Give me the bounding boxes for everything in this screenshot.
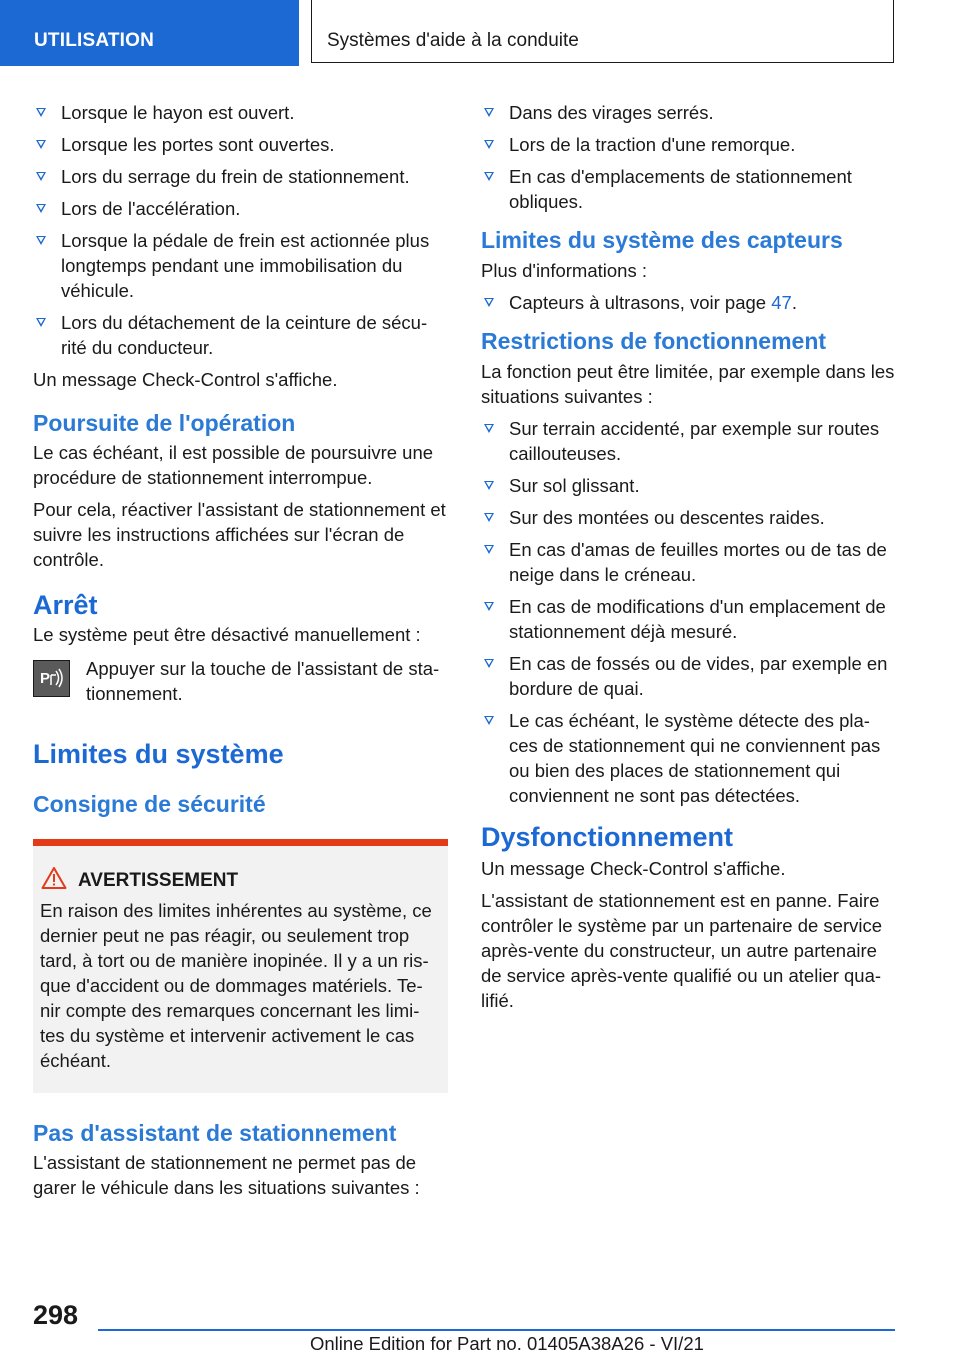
- list-item: Sur terrain accidenté, par exemple sur routes caillouteuses.: [481, 416, 896, 466]
- capteurs-heading: Limites du système des capteurs: [481, 227, 843, 253]
- list-item: Dans des virages serrés.: [481, 100, 896, 125]
- right-bullet-list: [481, 100, 896, 214]
- triangle-bullet-icon: [36, 236, 46, 245]
- warning-triangle-icon: [41, 866, 67, 890]
- restrictions-paragraph: La fonction peut être limitée, par exemple dans les situations suivantes :: [481, 361, 895, 407]
- triangle-bullet-icon: [484, 298, 494, 307]
- triangle-bullet-icon: [36, 140, 46, 149]
- triangle-bullet-icon: [484, 716, 494, 725]
- triangle-bullet-icon: [484, 659, 494, 668]
- dysfonctionnement-heading: Dysfonctionnement: [481, 822, 734, 852]
- triangle-bullet-icon: [36, 108, 46, 117]
- right-column: [481, 100, 896, 1013]
- triangle-bullet-icon: [484, 545, 494, 554]
- poursuite-paragraph-1: Le cas échéant, il est possible de poursuivre une procédure de stationnement interrompue.: [33, 442, 434, 488]
- capteurs-list: [481, 290, 896, 315]
- header-chapter-tab: [311, 0, 894, 63]
- capteurs-paragraph: Plus d'informations :: [481, 260, 647, 281]
- triangle-bullet-icon: [484, 513, 494, 522]
- list-item: Lorsque la pédale de frein est actionnée plus longtemps pendant une immobilisation du véhicule.: [33, 228, 448, 303]
- warning-box: [33, 839, 448, 1093]
- triangle-bullet-icon: [484, 140, 494, 149]
- footer-divider: [98, 1329, 895, 1331]
- pas-assistant-heading: Pas d'assistant de stationnement: [33, 1120, 397, 1146]
- header-section-tab: [0, 0, 299, 66]
- list-item: Lorsque les portes sont ouvertes.: [33, 132, 448, 157]
- consigne-heading: Consigne de sécurité: [33, 791, 266, 817]
- list-item: Sur des montées ou descentes raides.: [481, 505, 896, 530]
- header-chapter-label: Systèmes d'aide à la conduite: [327, 30, 579, 51]
- parking-button-text: Appuyer sur la touche de l'assistant de sta-tionnement.: [86, 658, 440, 704]
- pas-assistant-paragraph: L'assistant de stationnement ne permet pas de garer le véhicule dans les situations suivantes :: [33, 1152, 420, 1198]
- check-control-text: Un message Check-Control s'affiche.: [33, 369, 338, 390]
- arret-heading: Arrêt: [33, 590, 98, 620]
- header-section-label: UTILISATION: [34, 30, 155, 51]
- dysfonctionnement-paragraph-1: Un message Check-Control s'affiche.: [481, 858, 786, 879]
- list-item: Lors de l'accélération.: [33, 196, 448, 221]
- list-item: Capteurs à ultrasons, voir page 47.: [481, 290, 896, 315]
- poursuite-paragraph-2: Pour cela, réactiver l'assistant de stationnement et suivre les instructions affichées sur l'écran de contrôle.: [33, 499, 446, 570]
- svg-text:P: P: [40, 670, 51, 687]
- triangle-bullet-icon: [36, 204, 46, 213]
- list-item: Lors de la traction d'une remorque.: [481, 132, 896, 157]
- list-item: Le cas échéant, le système détecte des pla-ces de stationnement qui ne conviennent pas ou bien des places de stationnement qui conviennent ne sont pas détectées.: [481, 708, 896, 808]
- left-bullet-list: [33, 100, 448, 360]
- parking-button-instruction: [33, 656, 448, 706]
- list-item: En cas d'emplacements de stationnement obliques.: [481, 164, 896, 214]
- list-item: En cas de modifications d'un emplacement de stationnement déjà mesuré.: [481, 594, 896, 644]
- page-number: 298: [33, 1300, 79, 1330]
- triangle-bullet-icon: [36, 172, 46, 181]
- limites-heading: Limites du système: [33, 739, 284, 769]
- dysfonctionnement-paragraph-2: L'assistant de stationnement est en panne. Faire contrôler le système par un partenaire de service après-vente du constructeur, un autre partenaire de service après-vente qualifié ou un atelier qua-lifié.: [481, 890, 883, 1011]
- restrictions-heading: Restrictions de fonctionnement: [481, 328, 827, 354]
- warning-header: [40, 868, 441, 893]
- triangle-bullet-icon: [484, 172, 494, 181]
- warning-title: AVERTISSEMENT: [78, 870, 239, 891]
- parking-assistant-button-icon: [33, 660, 70, 697]
- list-item: Lors du serrage du frein de stationnement.: [33, 164, 448, 189]
- arret-paragraph: Le système peut être désactivé manuellement :: [33, 624, 421, 645]
- triangle-bullet-icon: [484, 424, 494, 433]
- list-item: Lors du détachement de la ceinture de sécu-rité du conducteur.: [33, 310, 448, 360]
- left-column: [33, 100, 448, 1200]
- list-item: En cas de fossés ou de vides, par exemple en bordure de quai.: [481, 651, 896, 701]
- list-item: En cas d'amas de feuilles mortes ou de tas de neige dans le créneau.: [481, 537, 896, 587]
- triangle-bullet-icon: [36, 318, 46, 327]
- warning-text: En raison des limites inhérentes au système, ce dernier peut ne pas réagir, ou seulement trop tard, à tort ou de manière inopinée. Il y a un ris-que d'accident ou de dommages matériels. Te-nir compte des remarques concernant les limi-tes du système et intervenir activement le cas échéant.: [40, 900, 432, 1071]
- triangle-bullet-icon: [484, 108, 494, 117]
- triangle-bullet-icon: [484, 602, 494, 611]
- page-link[interactable]: 47: [771, 292, 792, 313]
- footer-edition: Online Edition for Part no. 01405A38A26 - VI/21: [310, 1333, 704, 1354]
- poursuite-heading: Poursuite de l'opération: [33, 410, 296, 436]
- list-item: Lorsque le hayon est ouvert.: [33, 100, 448, 125]
- triangle-bullet-icon: [484, 481, 494, 490]
- restrictions-list: [481, 416, 896, 808]
- list-item: Sur sol glissant.: [481, 473, 896, 498]
